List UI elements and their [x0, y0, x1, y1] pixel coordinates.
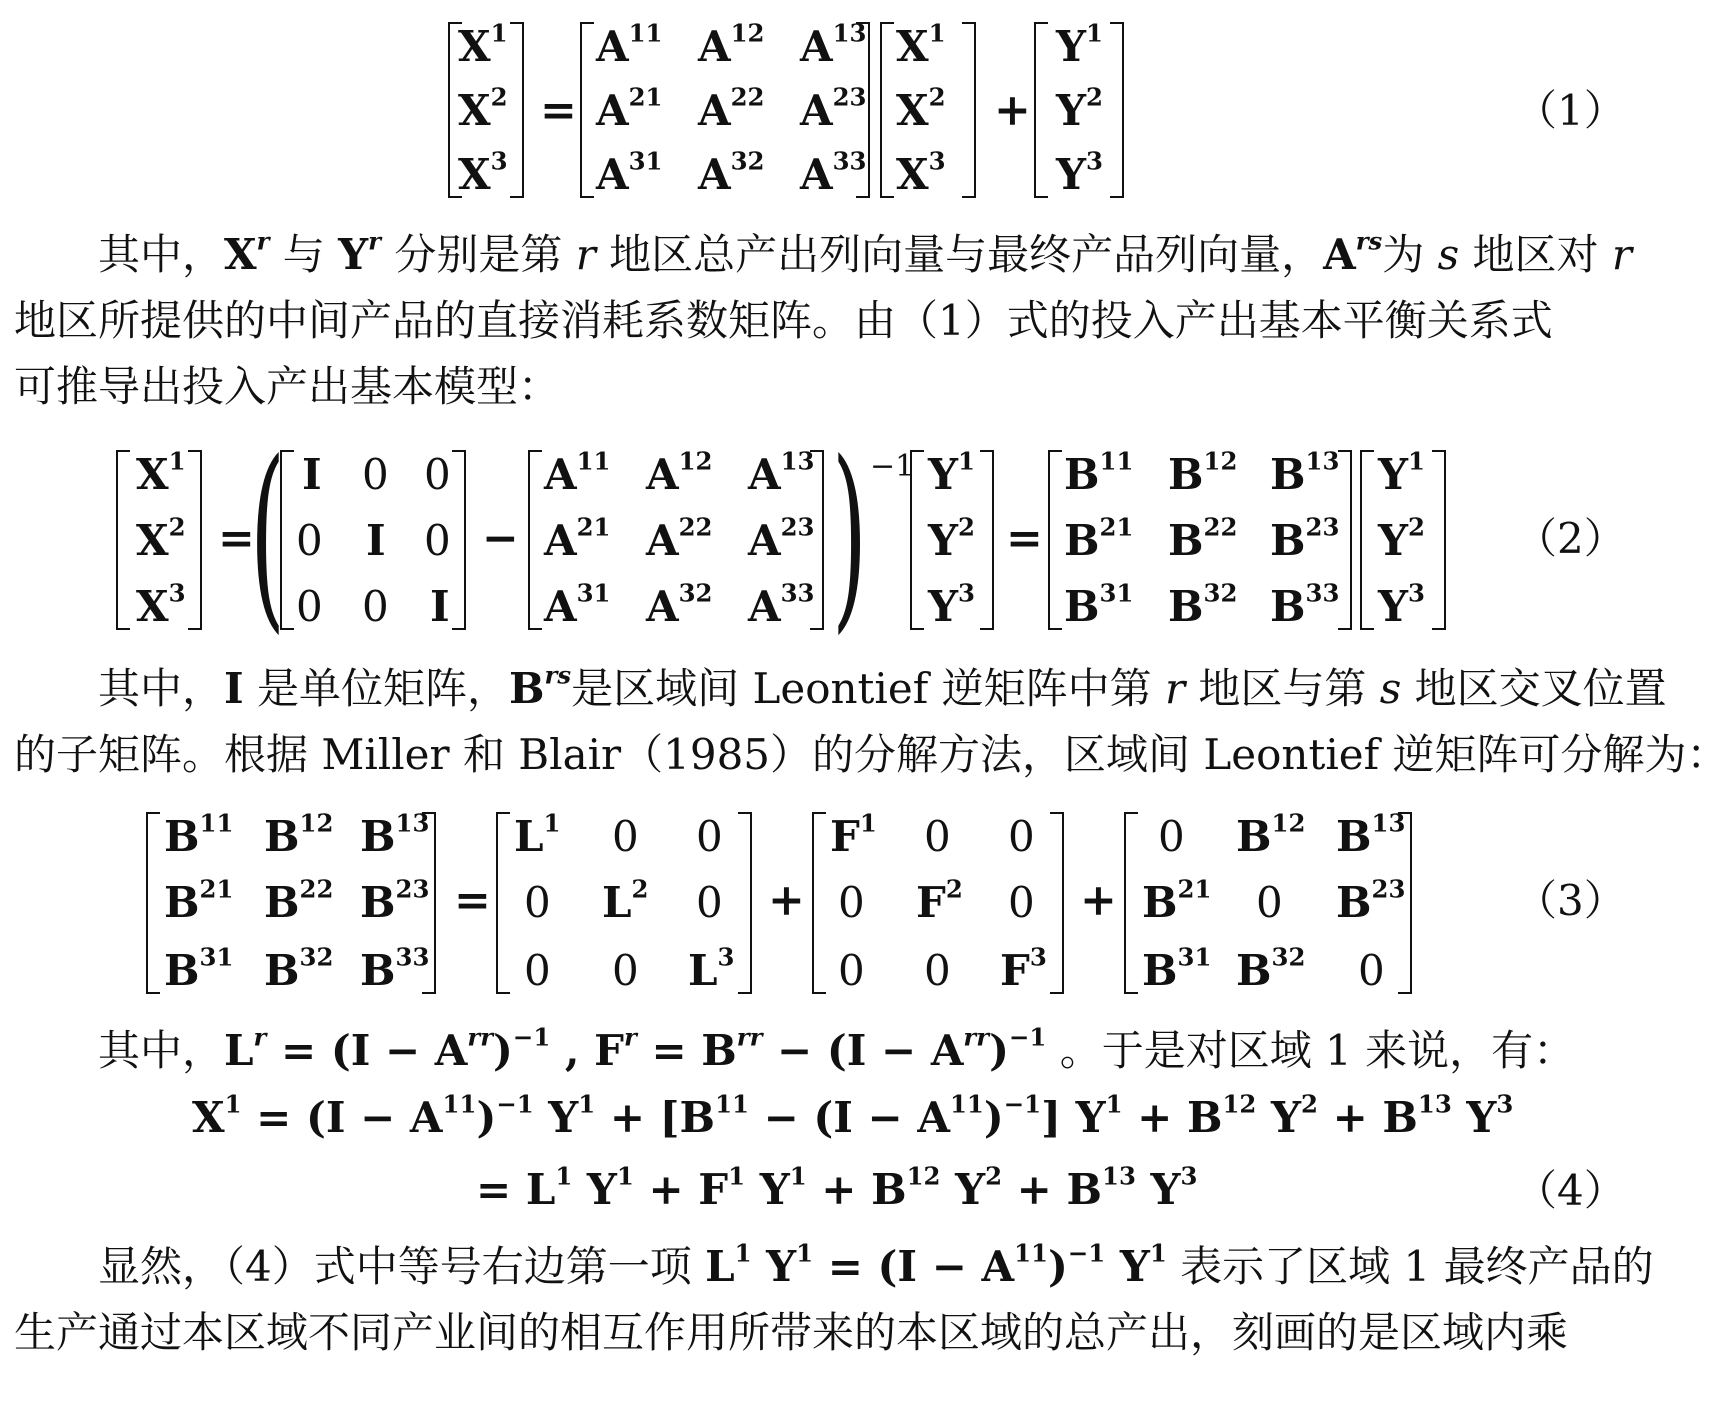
matrix-y-2: $Y^1$ $Y^2$ $Y^3$	[1360, 450, 1446, 630]
matrix-x-2: $X^1$ $X^2$ $X^3$	[880, 22, 976, 198]
matrix-a: $A^{11}$ $A^{12}$ $A^{13}$ $A^{21}$ $A^{22}$ $A^{23}$ $A^{31}$ $A^{32}$ $A^{33}$	[528, 450, 824, 630]
matrix-y: $Y^1$ $Y^2$ $Y^3$	[910, 450, 994, 630]
equation-4-line-2: = $L^1$ $Y^1 + F^1$ $Y^1 + B^{12}$ $Y^2 + B^{13}$ $Y^3$	[476, 1161, 1198, 1214]
equation-number: （4）	[1515, 1166, 1626, 1215]
minus-sign: −	[482, 513, 519, 564]
equals-sign: =	[1006, 513, 1043, 564]
equation-number: （3）	[1515, 876, 1626, 925]
matrix-b: $B^{11}$ $B^{12}$ $B^{13}$ $B^{21}$ $B^{22}$ $B^{23}$ $B^{31}$ $B^{32}$ $B^{33}$	[1048, 450, 1352, 630]
equation-number: （2）	[1515, 514, 1626, 563]
plus-sign: +	[768, 875, 805, 926]
equation-4-line-1: $X^1 = (I - A^{11})^{-1}$ $Y^1 + [B^{11} - (I - A^{11})^{-1}] Y^1 + B^{12}$ $Y^2 + B^{13}$ $Y^3$	[192, 1089, 1514, 1142]
matrix-x: $X^1$ $X^2$ $X^3$	[448, 22, 524, 198]
equation-number: （1）	[1515, 86, 1626, 135]
paragraph-1: 其中，$X^r$ 与 $Y^r$ 分别是第 r 地区总产出列向量与最终产品列向量，$A^{rs}$为 s 地区对 r 地区所提供的中间产品的直接消耗系数矩阵。由（1）式的投入产出基本平衡关系式 可推导出投入产出基本模型：	[14, 226, 1632, 411]
equals-sign: =	[540, 85, 577, 136]
matrix-f: $F^1$ 0 0 0 $F^2$ 0 0 0 $F^3$	[812, 812, 1064, 994]
equals-sign: =	[454, 875, 491, 926]
plus-sign: +	[1080, 875, 1117, 926]
inverse-exponent: −1	[870, 449, 915, 484]
matrix-x: $X^1$ $X^2$ $X^3$	[116, 450, 202, 630]
matrix-l: $L^1$ 0 0 0 $L^2$ 0 0 0 $L^3$	[496, 812, 752, 994]
right-paren: )	[832, 419, 868, 652]
matrix-a: $A^{11}$ $A^{12}$ $A^{13}$ $A^{21}$ $A^{22}$ $A^{23}$ $A^{31}$ $A^{32}$ $A^{33}$	[580, 22, 870, 198]
paragraph-4: 显然，（4）式中等号右边第一项 $L^1$ $Y^1 = (I - A^{11})^{-1}$ $Y^1$ 表示了区域 1 最终产品的 生产通过本区域不同产业间的相互作用所带来的本区域的总产出，刻画的是区域内乘	[14, 1238, 1654, 1357]
matrix-b-offdiag: 0 $B^{12}$ $B^{13}$ $B^{21}$ 0 $B^{23}$ $B^{31}$ $B^{32}$ 0	[1124, 812, 1412, 994]
paragraph-2: 其中，I 是单位矩阵，$B^{rs}$是区域间 Leontief 逆矩阵中第 r 地区与第 s 地区交叉位置 的子矩阵。根据 Miller 和 Blair（1985）的分解方法，区域间 Leontief 逆矩阵可分解为：	[14, 660, 1729, 779]
matrix-b: $B^{11}$ $B^{12}$ $B^{13}$ $B^{21}$ $B^{22}$ $B^{23}$ $B^{31}$ $B^{32}$ $B^{33}$	[146, 812, 436, 994]
identity-matrix: I 0 0 0 I 0 0 0 I	[280, 450, 466, 630]
equals-sign: =	[218, 513, 255, 564]
left-paren: (	[250, 419, 286, 652]
paragraph-3: 其中，$L^r = (I - A^{rr})^{-1}$ , $F^r = B^{rr} - (I - A^{rr})^{-1}$ 。于是对区域 1 来说，有：	[98, 1022, 1576, 1075]
plus-sign: +	[994, 85, 1031, 136]
matrix-y: $Y^1$ $Y^2$ $Y^3$	[1034, 22, 1124, 198]
